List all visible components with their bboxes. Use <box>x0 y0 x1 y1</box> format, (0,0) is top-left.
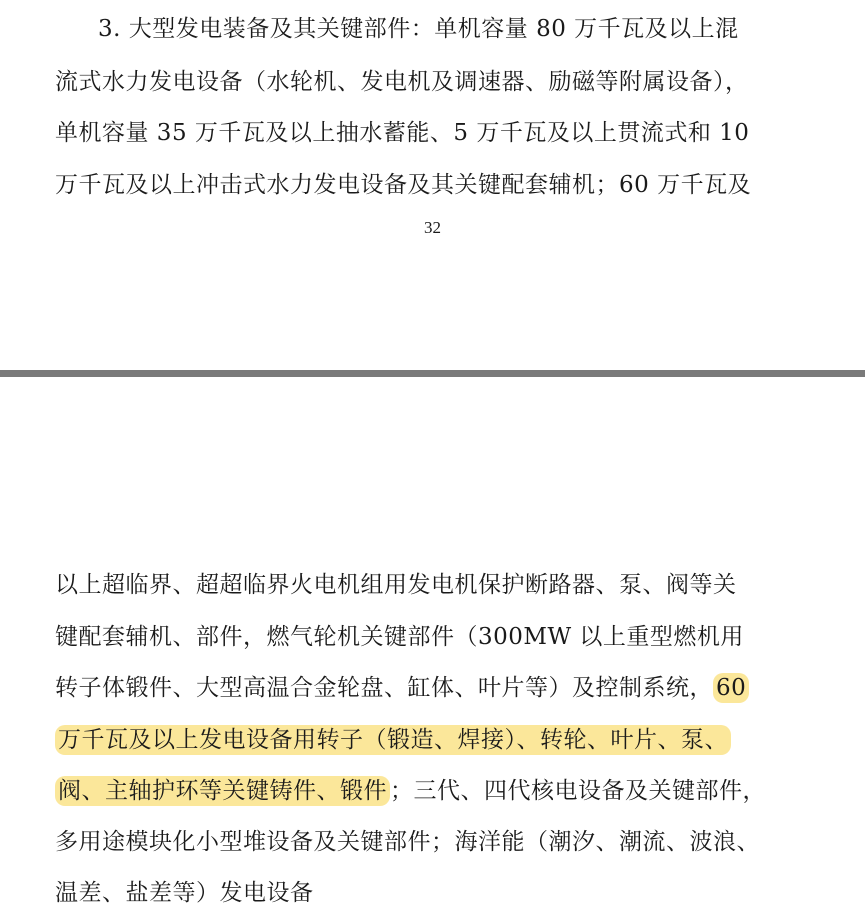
highlighted-text: 阀、主轴护环等关键铸件、锻件 <box>55 776 390 806</box>
paragraph-line <box>55 673 749 703</box>
paragraph-line: 3. 大型发电装备及其关键部件：单机容量 80 万千瓦及以上混 <box>98 16 739 42</box>
paragraph-line: 多用途模块化小型堆设备及关键部件；海洋能（潮汐、潮流、波浪、 <box>55 829 760 855</box>
paragraph-line: 以上超临界、超超临界火电机组用发电机保护断路器、泵、阀等关 <box>55 572 737 598</box>
page-divider <box>0 370 865 377</box>
document-page-bottom <box>0 380 865 919</box>
paragraph-line: 键配套辅机、部件，燃气轮机关键部件（300MW 以上重型燃机用 <box>55 624 744 650</box>
paragraph-line <box>55 776 766 806</box>
plain-text: 转子体锻件、大型高温合金轮盘、缸体、叶片等）及控制系统， <box>55 675 713 701</box>
paragraph-line: 单机容量 35 万千瓦及以上抽水蓄能、5 万千瓦及以上贯流式和 10 <box>55 120 750 146</box>
plain-text: ；三代、四代核电设备及关键部件， <box>390 778 766 804</box>
paragraph-line: 万千瓦及以上冲击式水力发电设备及其关键配套辅机；60 万千瓦及 <box>55 172 752 198</box>
paragraph-line: 温差、盐差等）发电设备 <box>55 880 314 906</box>
highlighted-text: 60 <box>713 673 749 703</box>
page-number: 32 <box>424 218 441 237</box>
paragraph-line <box>55 725 731 755</box>
highlighted-text: 万千瓦及以上发电设备用转子（锻造、焊接）、转轮、叶片、泵、 <box>55 725 731 755</box>
paragraph-line: 流式水力发电设备（水轮机、发电机及调速器、励磁等附属设备）， <box>55 69 749 95</box>
document-page-top <box>0 0 865 370</box>
